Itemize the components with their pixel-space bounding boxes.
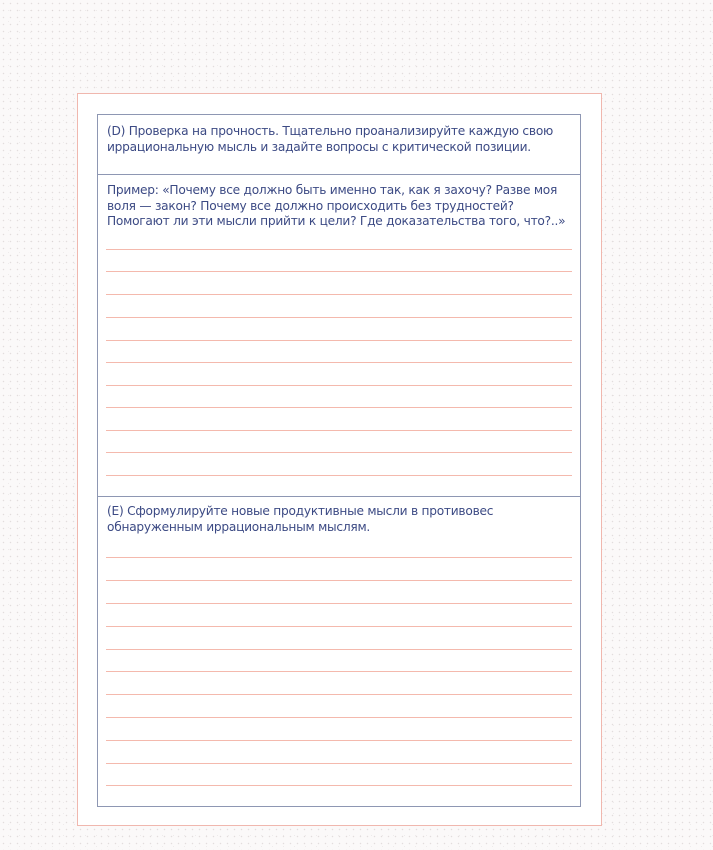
writing-line[interactable] (106, 452, 572, 453)
section-d-header (98, 115, 580, 175)
writing-line[interactable] (106, 362, 572, 363)
writing-line[interactable] (106, 717, 572, 718)
writing-line[interactable] (106, 430, 572, 431)
worksheet (97, 114, 581, 807)
section-d-instruction: (D) Проверка на прочность. Тщательно проанализируйте каждую свою иррациональную мысль и задайте вопросы с критической позиции. (107, 124, 554, 154)
writing-line[interactable] (106, 740, 572, 741)
section-e-writing-area[interactable] (98, 497, 580, 807)
writing-line[interactable] (106, 763, 572, 764)
writing-line[interactable] (106, 249, 572, 250)
writing-line[interactable] (106, 785, 572, 786)
section-d-writing-area[interactable] (98, 175, 580, 497)
writing-line[interactable] (106, 294, 572, 295)
writing-line[interactable] (106, 649, 572, 650)
writing-line[interactable] (106, 557, 572, 558)
writing-line[interactable] (106, 340, 572, 341)
writing-line[interactable] (106, 603, 572, 604)
writing-line[interactable] (106, 271, 572, 272)
writing-line[interactable] (106, 317, 572, 318)
writing-line[interactable] (106, 407, 572, 408)
writing-line[interactable] (106, 671, 572, 672)
writing-line[interactable] (106, 580, 572, 581)
writing-line[interactable] (106, 475, 572, 476)
section-d-example: Пример: «Почему все должно быть именно так, как я захочу? Разве моя воля — закон? Почему все должно происходить без трудностей? Помогают ли эти мысли прийти к цели? Где доказательства того, что?..» (107, 183, 566, 228)
writing-line[interactable] (106, 694, 572, 695)
writing-line[interactable] (106, 626, 572, 627)
writing-line[interactable] (106, 385, 572, 386)
section-e-instruction: (E) Сформулируйте новые продуктивные мысли в противовес обнаруженным иррациональным мыслям. (107, 504, 494, 534)
